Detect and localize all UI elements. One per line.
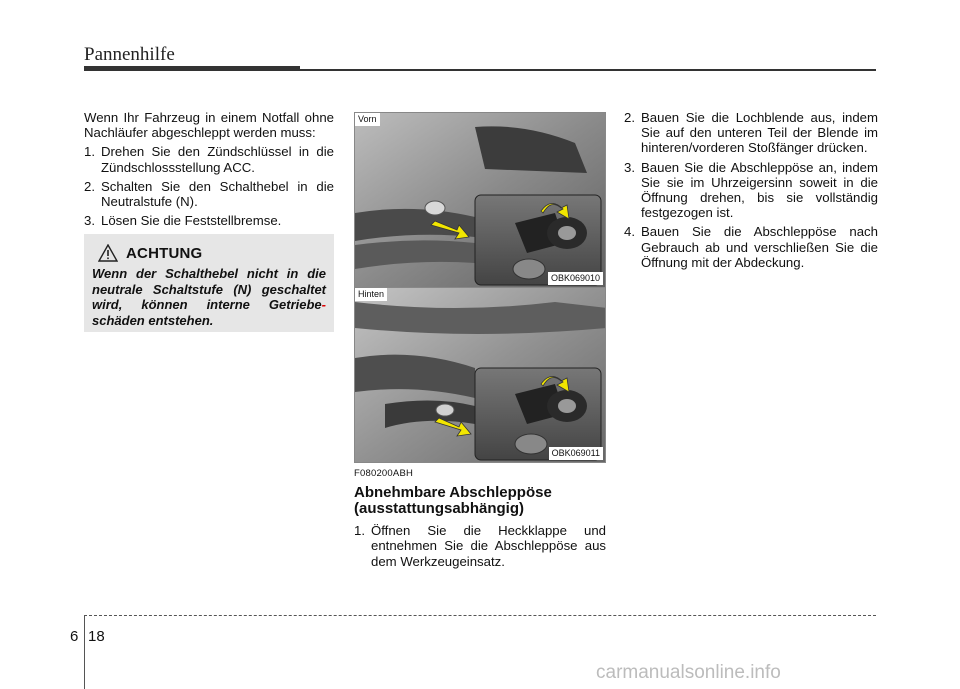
list-item [84,213,334,228]
list-item [624,224,878,270]
list-item [354,523,606,569]
section-code: F080200ABH [354,468,414,479]
step-number: 3. [84,213,95,229]
warning-triangle-icon [98,244,118,262]
step-text: Bauen Sie die Abschleppöse an, indem Sie sie im Uhrzeigersinn soweit in die Öffnung drehen, bis sie vollständig festgezogen ist. [641,159,878,221]
list-item [84,144,334,174]
page-number: 18 [88,628,105,645]
step-number: 3. [624,159,635,175]
step-number: 1. [84,144,95,160]
step-text: Bauen Sie die Lochblende aus, indem Sie auf den unteren Teil der Blende im hinteren/vorderen Stoßfänger drücken. [641,110,878,156]
warning-box [84,234,334,332]
step-text: Lösen Sie die Feststellbremse. [101,213,282,229]
step-text: Bauen Sie die Abschleppöse nach Gebrauch ab und verschließen Sie die Öffnung mit der Abdeckung. [641,224,878,270]
header-rule-thick [84,66,300,71]
warning-title: ACHTUNG [126,244,203,262]
section-title: Abnehmbare Abschleppöse (ausstattungsabhängig) [354,484,552,518]
step-number: 1. [354,523,365,539]
list-item [624,110,878,156]
step-text: Öffnen Sie die Heckklappe und entnehmen Sie die Abschleppöse aus dem Werkzeugeinsatz. [371,523,606,569]
list-item [624,160,878,221]
warning-header [92,244,326,262]
step-text: Drehen Sie den Zündschlüssel in die Zündschlossstellung ACC. [101,144,334,175]
intro-text: Wenn Ihr Fahrzeug in einem Notfall ohne Nachläufer abgeschleppt werden muss: [84,110,334,141]
figure-code-front: OBK069010 [548,272,603,285]
header-rule-thin [300,69,876,71]
step-number: 2. [84,178,95,194]
right-column [624,110,878,274]
figure-rear-tow-hook [354,287,606,463]
hyphen-mark: - [321,297,326,312]
middle-column [354,466,606,573]
figure-front-tow-hook [354,112,606,288]
step-number: 2. [624,110,635,125]
step-number: 4. [624,224,635,240]
warning-text: Wenn der Schalthebel nicht in die neutrale Schaltstufe (N) geschaltet wird, können interne Getriebe- schäden entstehen. [92,266,326,328]
watermark-text[interactable]: carmanualsonline.info [596,662,781,683]
front-car-illustration [355,113,606,288]
left-column [84,110,334,232]
page-header-title: Pannenhilfe [84,44,175,65]
footer-divider [84,615,85,689]
rear-car-illustration [355,288,606,463]
figure-label-front: Vorn [355,113,380,126]
figure-code-rear: OBK069011 [549,447,603,460]
footer-rule [84,615,876,616]
list-item [84,179,334,209]
step-text: Schalten Sie den Schalthebel in die Neutralstufe (N). [101,178,334,210]
figure-label-rear: Hinten [355,288,387,301]
chapter-number: 6 [70,628,79,645]
